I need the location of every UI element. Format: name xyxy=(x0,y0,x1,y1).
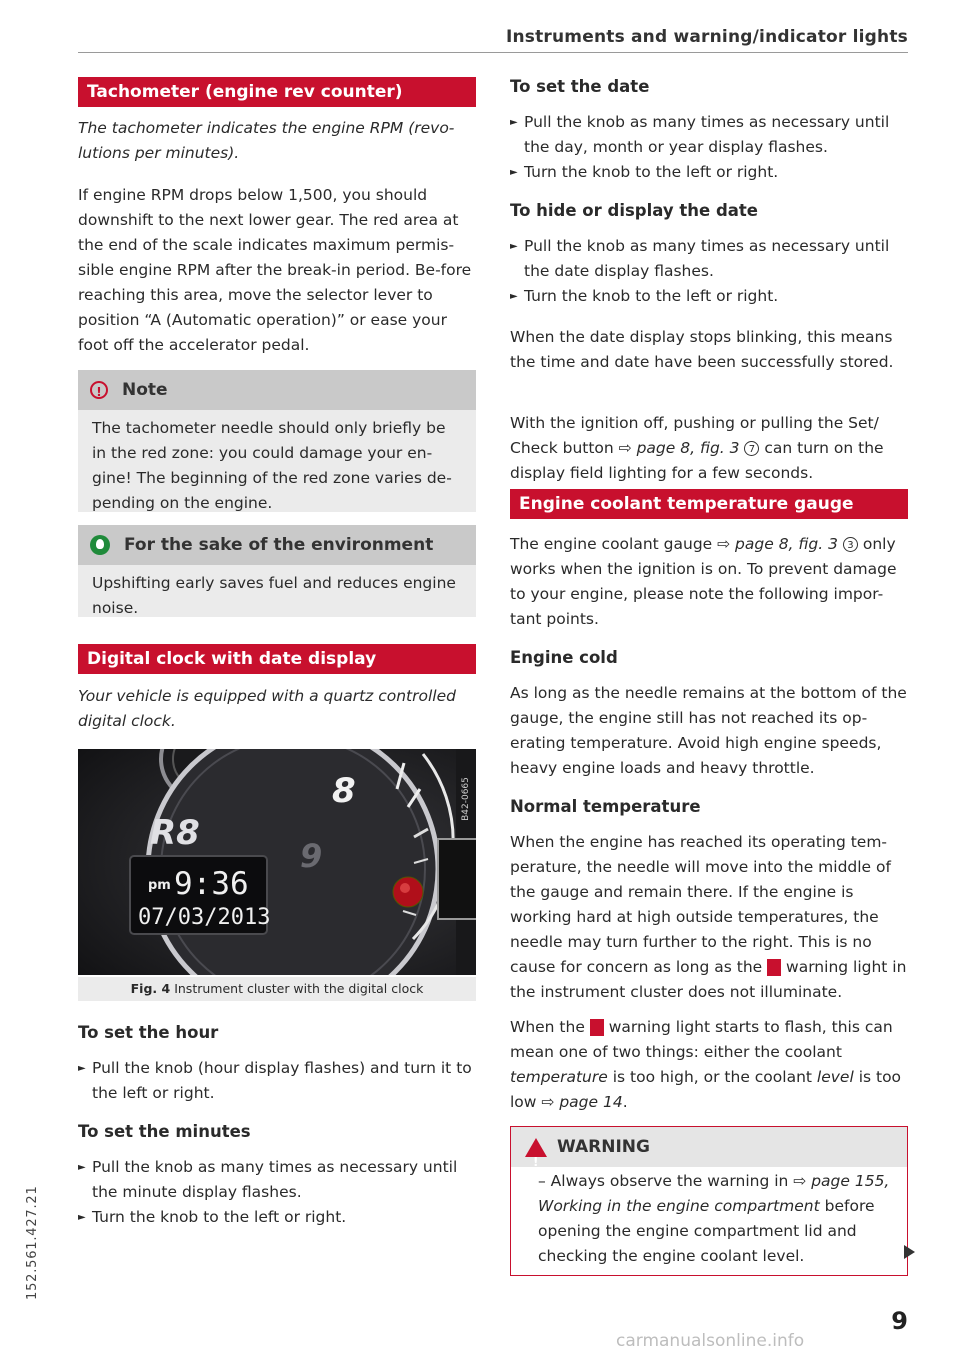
instrument-cluster-figure xyxy=(78,749,476,975)
figure-caption-text: Instrument cluster with the digital clock xyxy=(174,981,424,996)
environment-box-header xyxy=(78,525,476,565)
section-title-digital-clock: Digital clock with date display xyxy=(78,644,476,674)
warning-text-b: before opening the engine compartment lid and checking the engine coolant level. xyxy=(538,1197,875,1265)
section-title-coolant-gauge: Engine coolant temperature gauge xyxy=(510,489,908,519)
figure-caption xyxy=(78,977,476,1001)
coolant-text-a: The engine coolant gauge xyxy=(510,535,718,553)
hide-date-bullet-2-text: Turn the knob to the left or right. xyxy=(524,287,779,305)
note-heading: Note xyxy=(122,380,168,400)
gauge-9-label: 9 xyxy=(300,837,323,875)
environment-box-text: Upshifting early saves fuel and reduces engine noise. xyxy=(78,565,476,617)
environment-leaf-icon xyxy=(90,535,110,555)
date-stored-paragraph: When the date display stops blinking, this means the time and date have been successfully stored. xyxy=(510,328,894,371)
warning-triangle-icon xyxy=(525,1138,547,1157)
set-check-text-a: With the ignition off, pushing or pulling the Set/ Check button xyxy=(510,414,879,457)
clock-ampm: pm xyxy=(148,878,171,893)
coolant-intro-paragraph xyxy=(510,532,908,632)
flash-text-d: is too low xyxy=(510,1068,902,1111)
hide-date-bullet-1-text: Pull the knob as many times as necessary until the date display flashes. xyxy=(524,237,890,280)
set-hour-bullet-1-text: Pull the knob (hour display flashes) and turn it to the left or right. xyxy=(92,1059,472,1102)
tachometer-body: If engine RPM drops below 1,500, you should downshift to the next lower gear. The red area at the end of the scale indicates maximum permis-sible engine RPM after the break-in period. Be-fore reaching this area, move the selector lever to position “A (Automatic operation)” or ease your foot off the accelerator pedal. xyxy=(78,186,472,354)
flash-text-a: When the xyxy=(510,1018,590,1036)
set-check-text-b: can turn on the display field lighting for a few seconds. xyxy=(510,439,884,482)
tachometer-intro: The tachometer indicates the engine RPM (revo-lutions per minutes). xyxy=(78,119,455,162)
page-number: 9 xyxy=(891,1307,908,1335)
heading-set-minutes: To set the minutes xyxy=(78,1122,251,1141)
warning-box xyxy=(510,1126,908,1276)
flash-text-level: level xyxy=(816,1068,854,1086)
warning-heading: WARNING xyxy=(557,1137,650,1157)
bullet-arrow-icon: ► xyxy=(510,241,518,252)
set-date-bullet-1-text: Pull the knob as many times as necessary until the day, month or year display flashes. xyxy=(524,113,890,156)
running-header: Instruments and warning/indicator lights xyxy=(505,27,908,47)
set-date-bullet-1 xyxy=(510,110,908,160)
coolant-warning-icon xyxy=(590,1019,604,1036)
flash-text-b: warning light starts to flash, this can mean one of two things: either the coolant xyxy=(510,1018,893,1061)
set-minutes-bullet-1 xyxy=(78,1155,476,1205)
figure-code: B42-0665 xyxy=(461,777,471,821)
coolant-warning-icon xyxy=(767,959,781,976)
r8-logo: R8 xyxy=(150,813,200,853)
header-rule xyxy=(78,52,908,53)
note-box-header xyxy=(78,370,476,410)
set-minutes-bullet-1-text: Pull the knob as many times as necessary until the minute display flashes. xyxy=(92,1158,458,1201)
bullet-arrow-icon: ► xyxy=(78,1063,86,1074)
bullet-arrow-icon: ► xyxy=(510,167,518,178)
flash-text-c: is too high, or the coolant xyxy=(607,1068,817,1086)
set-date-bullet-2-text: Turn the knob to the left or right. xyxy=(524,163,779,181)
set-check-paragraph xyxy=(510,411,908,486)
bullet-arrow-icon: ► xyxy=(78,1212,86,1223)
digital-clock-intro: Your vehicle is equipped with a quartz controlled digital clock. xyxy=(78,687,456,730)
section-title-tachometer: Tachometer (engine rev counter) xyxy=(78,77,476,107)
page-reference-link[interactable]: ⇨ page 8, fig. 3 xyxy=(618,439,740,457)
heading-engine-cold: Engine cold xyxy=(510,648,618,667)
warning-flash-paragraph xyxy=(510,1015,908,1115)
set-minutes-bullet-2 xyxy=(78,1205,476,1230)
set-minutes-bullet-2-text: Turn the knob to the left or right. xyxy=(92,1208,347,1226)
heading-hide-date: To hide or display the date xyxy=(510,201,758,220)
hide-date-bullet-2 xyxy=(510,284,908,309)
flash-text-e: . xyxy=(622,1093,628,1111)
bullet-arrow-icon: ► xyxy=(510,291,518,302)
warning-text-a: – Always observe the warning in xyxy=(538,1172,794,1190)
engine-cold-paragraph: As long as the needle remains at the bottom of the gauge, the engine still has not reached its op-erating temperature. Avoid high engine speeds, heavy engine loads and heavy throttle. xyxy=(510,684,907,777)
normal-text-a: When the engine has reached its operating tem-perature, the needle will move into the middle of the gauge and remain there. If the engine is working hard at high outside temperatures, the needle may turn further to the right. This is no cause for concern as long as the xyxy=(510,833,891,976)
hide-date-bullet-1 xyxy=(510,234,908,284)
callout-number: 3 xyxy=(843,537,858,552)
set-hour-bullet-1 xyxy=(78,1056,476,1106)
bullet-arrow-icon: ► xyxy=(510,117,518,128)
normal-temperature-paragraph xyxy=(510,830,908,1005)
figure-caption-label: Fig. 4 xyxy=(130,981,171,996)
environment-heading: For the sake of the environment xyxy=(124,535,434,555)
warning-box-text xyxy=(511,1167,907,1275)
footer-watermark: carmanualsonline.info xyxy=(616,1331,805,1351)
set-date-bullet-2 xyxy=(510,160,908,185)
heading-normal-temperature: Normal temperature xyxy=(510,797,701,816)
clock-time: 9:36 xyxy=(174,866,249,902)
clock-date: 07/03/2013 xyxy=(138,905,271,930)
note-info-icon: ! xyxy=(90,381,108,399)
continued-arrow-icon xyxy=(904,1245,915,1259)
heading-set-date: To set the date xyxy=(510,77,650,96)
page-reference-link[interactable]: ⇨ page 14 xyxy=(541,1093,623,1111)
bullet-arrow-icon: ► xyxy=(78,1162,86,1173)
gauge-8-label: 8 xyxy=(332,771,356,811)
flash-text-temperature: temperature xyxy=(510,1068,608,1086)
normal-text-b: warning light in the instrument cluster does not illuminate. xyxy=(510,958,907,1001)
side-document-code: 152.561.427.21 xyxy=(25,1185,40,1300)
page-reference-link[interactable]: ⇨ page 8, fig. 3 xyxy=(717,535,838,553)
heading-set-hour: To set the hour xyxy=(78,1023,219,1042)
page-reference-link[interactable]: ⇨ page 155, Working in the engine compartment xyxy=(538,1172,890,1215)
coolant-text-b: only works when the ignition is on. To prevent damage to your engine, please note the following impor-tant points. xyxy=(510,535,897,628)
note-box-text: The tachometer needle should only briefly be in the red zone: you could damage your en-gine! The beginning of the red zone varies de-pending on the engine. xyxy=(78,410,476,512)
callout-number: 7 xyxy=(744,441,759,456)
warning-box-header xyxy=(511,1127,907,1167)
instrument-cluster-illustration xyxy=(78,749,476,975)
